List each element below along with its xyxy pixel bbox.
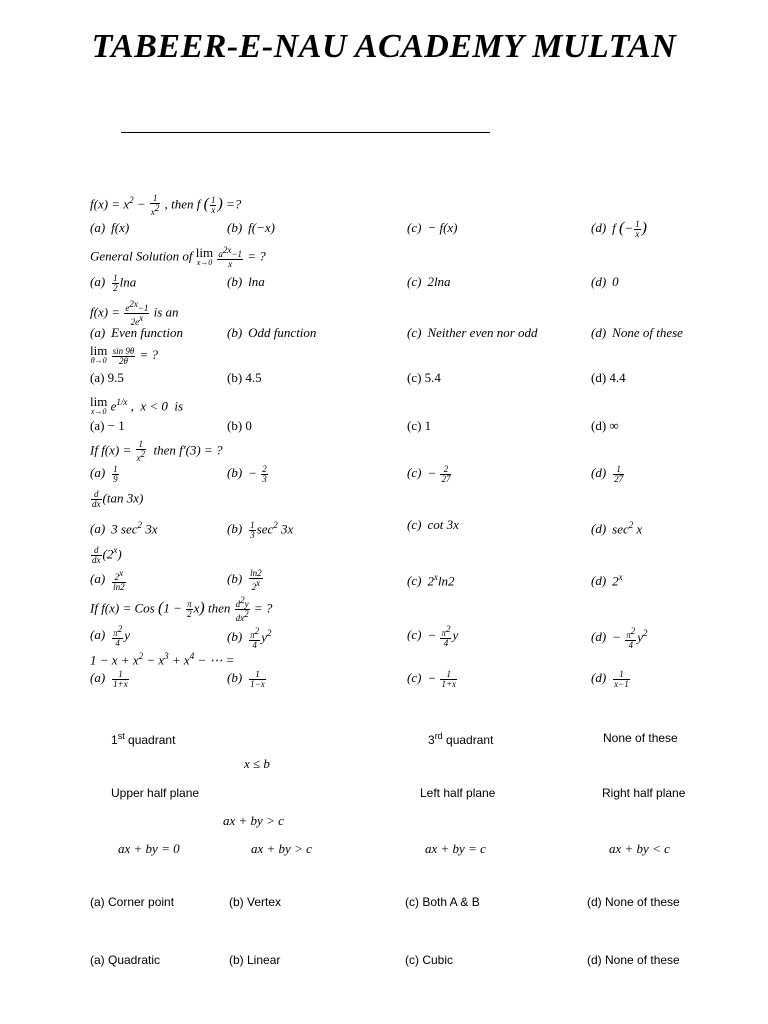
q7-option-c: (c) cot 3x [407,517,459,532]
inequality-x-le-b: x ≤ b [244,756,270,771]
option-none-of-these-3: (d) None of these [587,953,680,967]
question-1: $f(x) = x^2$ − $\frac{1}{x2}$ , then f ( $\frac{1}{x}$ ) =? [90,192,242,217]
q2-option-d: (d) 0 [591,274,619,289]
q8-option-b: (b) $\frac{\ln 2}{2x}$ [227,568,262,592]
q4-option-b: (b) 4.5 [227,370,262,385]
question-3: f(x) = $\frac{e2x-1}{2ex}$ is an [90,299,179,327]
q6-option-c: (c) − $\frac{2}{27}$ [407,464,451,484]
name-underline [121,132,490,133]
q8-option-a: (a) $\frac{2x}{\ln 2}$ [90,568,125,592]
question-7: $\frac{d}{dx}$ (tan 3x) [92,489,144,509]
q4-option-d: (d) 4.4 [591,370,626,385]
q5-option-b: (b) 0 [227,418,252,433]
question-6: If f(x) = $\frac{1}{x2}$ then f′(3) = ? [90,439,223,463]
q5-option-c: (c) 1 [407,418,432,433]
question-2: General Solution of lim x→0 $\frac{a2x-1}{x}$ = ? [90,244,266,269]
question-10: $1 - x + x^2 - x^3 + x^4$ − ⋯ = [90,651,235,668]
q7-option-a: (a) 3 $\sec^2 3x$ [90,520,158,537]
q9-option-c: (c) − $\frac{\pi 2}{4}$ y [407,624,459,648]
option-cubic: (c) Cubic [405,953,454,967]
q1-option-c: (c) − f(x) [407,220,458,235]
q10-option-a: (a) $\frac{1}{1+x}$ [90,669,128,689]
question-4: lim θ→0 $\frac{\sin 9\theta}{2\theta}$ = ? [90,343,159,366]
inequality-axby-gt-c: ax + by > c [223,813,284,828]
option-right-half-plane: Right half plane [602,786,686,800]
q3-option-a: (a) Even function [90,325,184,340]
option-first-quadrant: 1st quadrant [111,731,176,747]
q3-option-b: (b) Odd function [227,325,317,340]
option-corner-point: (a) Corner point [90,895,175,909]
q6-option-b: (b) − $\frac{2}{3}$ [227,464,267,484]
question-8: $\frac{d}{dx}$ (2$^x$) [92,544,122,565]
q4-option-a: (a) 9.5 [90,370,124,385]
option-axby-eq-c: ax + by = c [425,841,486,856]
q5-option-d: (d) ∞ [591,418,619,433]
q8-option-d: (d) 2$^x$ [591,572,623,589]
q9-option-a: (a) $\frac{\pi 2}{4}$ y [90,624,130,648]
q2-option-c: (c) 2lna [407,274,451,289]
q2-option-b: (b) lna [227,274,265,289]
option-axby-eq-0: ax + by = 0 [118,841,180,856]
option-axby-gt-c: ax + by > c [251,841,312,856]
q3-option-d: (d) None of these [591,325,683,340]
option-both-a-b: (c) Both A & B [405,895,480,909]
option-third-quadrant: 3rd quadrant [428,731,494,747]
q9-option-b: (b) $\frac{\pi 2}{4}$ $y^2$ [227,625,272,650]
option-vertex: (b) Vertex [229,895,282,909]
q10-option-c: (c) − $\frac{1}{1+x}$ [407,669,457,689]
q1-option-d: (d) f (− $\frac{1}{x}$ ) [591,219,647,239]
option-upper-half-plane: Upper half plane [111,786,200,800]
option-left-half-plane: Left half plane [420,786,496,800]
q6-option-a: (a) $\frac{1}{9}$ [90,464,118,484]
option-none-of-these-2: (d) None of these [587,895,680,909]
option-none-of-these-1: None of these [603,731,678,745]
q9-option-d: (d) − $\frac{\pi 2}{4}$ $y^2$ [591,625,648,650]
question-5: lim x→0 $e^{1/x}$ , x < 0 is [90,394,184,417]
question-9: If f(x) = Cos (1 − $\frac{\pi}{2}$ x) then $\frac{d2y}{dx2}$ = ? [90,595,273,623]
academy-title: TABEER-E-NAU ACADEMY MULTAN [91,28,677,65]
q1-option-a: (a) f(x) [90,220,130,235]
q10-option-b: (b) $\frac{1}{1-x}$ [227,669,265,689]
q7-option-b: (b) $\frac{1}{3}$ $\sec^2 3x$ [227,519,294,540]
q6-option-d: (d) $\frac{1}{27}$ [591,464,624,484]
q7-option-d: (d) $\sec^2 x$ [591,520,643,537]
q2-option-a: (a) $\frac{1}{2}$ lna [90,273,137,293]
q3-option-c: (c) Neither even nor odd [407,325,538,340]
option-quadratic: (a) Quadratic [90,953,161,967]
q10-option-d: (d) $\frac{1}{x-1}$ [591,669,629,689]
q4-option-c: (c) 5.4 [407,370,441,385]
option-linear: (b) Linear [229,953,281,967]
q5-option-a: (a) − 1 [90,418,125,433]
q8-option-c: (c) 2$^x$ln2 [407,572,455,589]
option-axby-lt-c: ax + by < c [609,841,670,856]
q1-option-b: (b) f(−x) [227,220,275,235]
